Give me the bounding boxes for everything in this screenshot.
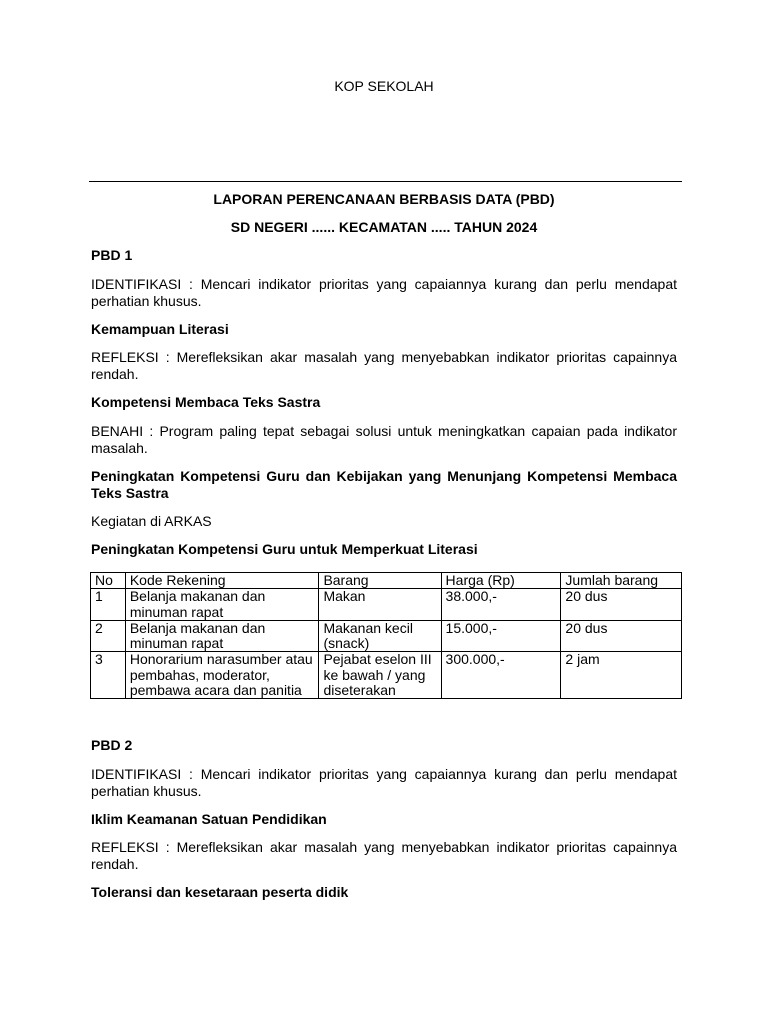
table-cell: 2 jam xyxy=(561,652,682,699)
table-cell: Makanan kecil (snack) xyxy=(319,620,441,652)
pbd1-kegiatan-title: Peningkatan Kompetensi Guru untuk Memperkuat Literasi xyxy=(91,541,478,557)
budget-table xyxy=(90,572,682,699)
pbd1-section xyxy=(91,191,677,558)
table-cell: Honorarium narasumber atau pembahas, moderator, pembawa acara dan panitia xyxy=(125,652,319,699)
table-cell: Makan xyxy=(319,589,441,621)
report-subtitle: SD NEGERI ...... KECAMATAN ..... TAHUN 2024 xyxy=(230,219,538,235)
table-cell: Belanja makanan dan minuman rapat xyxy=(125,589,319,621)
table-row xyxy=(91,652,682,699)
table-cell: 15.000,- xyxy=(441,620,561,652)
pbd2-section xyxy=(91,737,677,901)
table-header-cell: Barang xyxy=(319,573,441,589)
pbd2-refleksi: REFLEKSI : Merefleksikan akar masalah yang menyebabkan indikator prioritas capainnya rendah. xyxy=(91,839,677,872)
pbd1-benahi: BENAHI : Program paling tepat sebagai solusi untuk meningkatkan capaian pada indikator masalah. xyxy=(91,423,677,456)
pbd1-kegiatan: Kegiatan di ARKAS xyxy=(91,513,212,529)
table-cell: 3 xyxy=(91,652,126,699)
table-header-row xyxy=(91,573,682,589)
table-header-cell: Harga (Rp) xyxy=(441,573,561,589)
table-row xyxy=(91,620,682,652)
table-header-cell: No xyxy=(91,573,126,589)
pbd1-refleksi: REFLEKSI : Merefleksikan akar masalah yang menyebabkan indikator prioritas capainnya rendah. xyxy=(91,349,677,382)
pbd2-heading: PBD 2 xyxy=(91,737,133,753)
table-cell: Pejabat eselon III ke bawah / yang diseterakan xyxy=(319,652,441,699)
table-cell: 20 dus xyxy=(561,589,682,621)
report-title: LAPORAN PERENCANAAN BERBASIS DATA (PBD) xyxy=(213,191,555,207)
pbd1-refleksi-value: Kompetensi Membaca Teks Sastra xyxy=(91,394,321,410)
table-row xyxy=(91,589,682,621)
table-cell: 300.000,- xyxy=(441,652,561,699)
table-cell: 20 dus xyxy=(561,620,682,652)
pbd1-identifikasi-value: Kemampuan Literasi xyxy=(91,321,229,337)
table-cell: Belanja makanan dan minuman rapat xyxy=(125,620,319,652)
table-header-cell: Kode Rekening xyxy=(125,573,319,589)
pbd2-refleksi-value: Toleransi dan kesetaraan peserta didik xyxy=(91,884,349,900)
header-divider xyxy=(89,181,682,182)
pbd1-benahi-value: Peningkatan Kompetensi Guru dan Kebijakan yang Menunjang Kompetensi Membaca Teks Sastra xyxy=(91,468,677,501)
school-letterhead: KOP SEKOLAH xyxy=(334,78,434,94)
pbd2-identifikasi: IDENTIFIKASI : Mencari indikator prioritas yang capaiannya kurang dan perlu mendapat perhatian khusus. xyxy=(91,766,677,799)
table-cell: 2 xyxy=(91,620,126,652)
table-cell: 1 xyxy=(91,589,126,621)
table-header-cell: Jumlah barang xyxy=(561,573,682,589)
table-cell: 38.000,- xyxy=(441,589,561,621)
pbd2-identifikasi-value: Iklim Keamanan Satuan Pendidikan xyxy=(91,811,327,827)
pbd1-heading: PBD 1 xyxy=(91,247,133,263)
pbd1-identifikasi: IDENTIFIKASI : Mencari indikator prioritas yang capaiannya kurang dan perlu mendapat perhatian khusus. xyxy=(91,276,677,309)
